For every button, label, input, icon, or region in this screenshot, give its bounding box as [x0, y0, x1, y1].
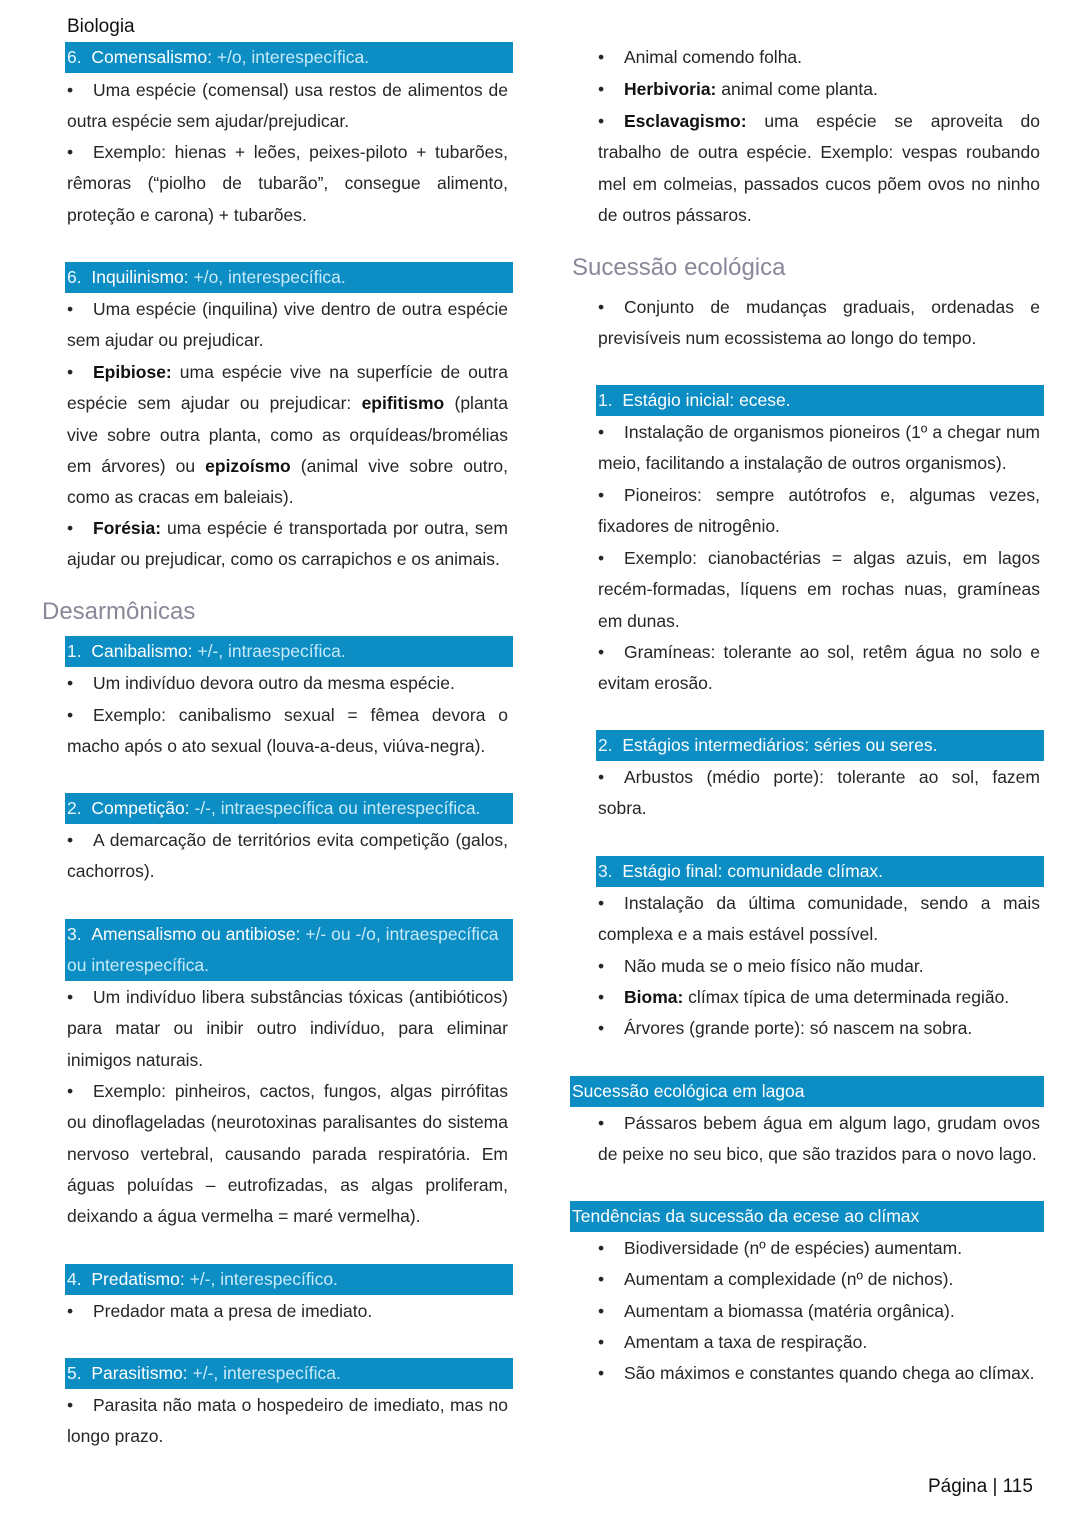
heading-estagio-final: 3. Estágio final: comunidade clímax.	[596, 856, 1044, 887]
bullet-icon: •	[67, 830, 74, 850]
bullet-icon: •	[598, 1301, 605, 1321]
paragraph-epibiose: • Epibiose: uma espécie vive na superfície de outra espécie sem ajudar ou prejudicar: epifitismo (planta vive sobre outra planta, como as orquídeas/bromélias em árvores) ou epizoísmo (animal vive sobre outro, como as cracas em baleiais).	[67, 357, 508, 513]
list-item: • Aumentam a complexidade (nº de nichos).	[598, 1264, 1040, 1295]
list-item: • Aumentam a biomassa (matéria orgânica).	[598, 1296, 1040, 1327]
bullet-icon: •	[598, 987, 605, 1007]
bullet-icon: •	[598, 642, 605, 662]
bullet-icon: •	[598, 111, 605, 131]
bullet-icon: •	[67, 1301, 74, 1321]
paragraph: • Pioneiros: sempre autótrofos e, algumas vezes, fixadores de nitrogênio.	[598, 480, 1040, 543]
section-title-sucessao: Sucessão ecológica	[572, 254, 786, 281]
paragraph: • Exemplo: hienas + leões, peixes-piloto + tubarões, rêmoras (“piolho de tubarão”, consegue alimento, proteção e carona) + tubarões.	[67, 137, 508, 231]
heading-tendencias: Tendências da sucessão da ecese ao clímax	[570, 1201, 1044, 1232]
heading-inquilinismo: 6. Inquilinismo: +/o, interespecífica.	[65, 262, 513, 293]
bullet-icon: •	[67, 80, 74, 100]
paragraph: • A demarcação de territórios evita competição (galos, cachorros).	[67, 825, 508, 888]
bullet-icon: •	[598, 47, 605, 67]
paragraph: • Instalação de organismos pioneiros (1º a chegar num meio, facilitando a instalação de outros organismos).	[598, 417, 1040, 480]
list-item: • Amentam a taxa de respiração.	[598, 1327, 1040, 1358]
heading-amensalismo: 3. Amensalismo ou antibiose: +/- ou -/o, intraespecífica ou interespecífica.	[65, 919, 513, 981]
paragraph: • Conjunto de mudanças graduais, ordenadas e previsíveis num ecossistema ao longo do tempo.	[598, 292, 1040, 355]
bullet-icon: •	[67, 987, 74, 1007]
paragraph: • Um indivíduo libera substâncias tóxicas (antibióticos) para matar ou inibir outro indivíduo, para eliminar inimigos naturais.	[67, 982, 508, 1076]
paragraph: • Animal comendo folha.	[598, 42, 1040, 73]
heading-predatismo: 4. Predatismo: +/-, interespecífico.	[65, 1264, 513, 1295]
bullet-icon: •	[598, 79, 605, 99]
bullet-icon: •	[67, 299, 74, 319]
bullet-icon: •	[598, 422, 605, 442]
paragraph: • Exemplo: cianobactérias = algas azuis, em lagos recém-formadas, líquens em rochas nuas, gramíneas em dunas.	[598, 543, 1040, 637]
bullet-icon: •	[598, 548, 605, 568]
bullet-icon: •	[598, 297, 605, 317]
paragraph-esclavagismo: • Esclavagismo: uma espécie se aproveita do trabalho de outra espécie. Exemplo: vespas roubando mel em colmeias, passados cucos põem ovos no ninho de outros pássaros.	[598, 106, 1040, 231]
paragraph: • Exemplo: pinheiros, cactos, fungos, algas pirrófitas ou dinoflageladas (neurotoxinas paralisantes do sistema nervoso vertebral, causando parada respiratória. Em águas poluídas – eutrofizadas, as algas proliferam, deixando a água vermelha = maré vermelha).	[67, 1076, 508, 1232]
paragraph: • Não muda se o meio físico não mudar.	[598, 951, 1040, 982]
paragraph: • Um indivíduo devora outro da mesma espécie.	[67, 668, 508, 699]
bullet-icon: •	[67, 1395, 74, 1415]
list-item: • Biodiversidade (nº de espécies) aumentam.	[598, 1233, 1040, 1264]
bullet-icon: •	[598, 956, 605, 976]
paragraph: • Gramíneas: tolerante ao sol, retêm água no solo e evitam erosão.	[598, 637, 1040, 700]
bullet-icon: •	[598, 1018, 605, 1038]
paragraph: • Uma espécie (inquilina) vive dentro de outra espécie sem ajudar ou prejudicar.	[67, 294, 508, 357]
paragraph: • Arbustos (médio porte): tolerante ao sol, fazem sobra.	[598, 762, 1040, 825]
paragraph-herbivoria: • Herbivoria: animal come planta.	[598, 74, 1040, 105]
bullet-icon: •	[598, 767, 605, 787]
paragraph: • Parasita não mata o hospedeiro de imediato, mas no longo prazo.	[67, 1390, 508, 1453]
paragraph: • Pássaros bebem água em algum lago, grudam ovos de peixe no seu bico, que são trazidos para o novo lago.	[598, 1108, 1040, 1171]
bullet-icon: •	[598, 485, 605, 505]
section-title-desarmonicas: Desarmônicas	[42, 598, 196, 625]
bullet-icon: •	[67, 518, 74, 538]
paragraph: • Exemplo: canibalismo sexual = fêmea devora o macho após o ato sexual (louva-a-deus, viúva-negra).	[67, 700, 508, 763]
paragraph-bioma: • Bioma: clímax típica de uma determinada região.	[598, 982, 1040, 1013]
heading-parasitismo: 5. Parasitismo: +/-, interespecífica.	[65, 1358, 513, 1389]
bullet-icon: •	[598, 1269, 605, 1289]
paragraph: • Árvores (grande porte): só nascem na sobra.	[598, 1013, 1040, 1044]
bullet-icon: •	[598, 1238, 605, 1258]
paragraph: • Predador mata a presa de imediato.	[67, 1296, 508, 1327]
page-number: Página | 115	[928, 1476, 1033, 1497]
subject-header: Biologia	[67, 16, 135, 37]
bullet-icon: •	[598, 1363, 605, 1383]
heading-competicao: 2. Competição: -/-, intraespecífica ou interespecífica.	[65, 793, 513, 824]
paragraph-foresia: • Forésia: uma espécie é transportada por outra, sem ajudar ou prejudicar, como os carrapichos e os animais.	[67, 513, 508, 576]
bullet-icon: •	[67, 362, 74, 382]
paragraph: • Instalação da última comunidade, sendo a mais complexa e a mais estável possível.	[598, 888, 1040, 951]
list-item: • São máximos e constantes quando chega ao clímax.	[598, 1358, 1040, 1389]
bullet-icon: •	[67, 142, 74, 162]
bullet-icon: •	[67, 705, 74, 725]
paragraph: • Uma espécie (comensal) usa restos de alimentos de outra espécie sem ajudar/prejudicar.	[67, 75, 508, 138]
heading-estagio-inicial: 1. Estágio inicial: ecese.	[596, 385, 1044, 416]
heading-canibalismo: 1. Canibalismo: +/-, intraespecífica.	[65, 636, 513, 667]
bullet-icon: •	[598, 1332, 605, 1352]
bullet-icon: •	[67, 673, 74, 693]
heading-sucessao-lagoa: Sucessão ecológica em lagoa	[570, 1076, 1044, 1107]
bullet-icon: •	[598, 893, 605, 913]
heading-comensalismo: 6. Comensalismo: +/o, interespecífica.	[65, 42, 513, 73]
heading-estagios-intermediarios: 2. Estágios intermediários: séries ou seres.	[596, 730, 1044, 761]
bullet-icon: •	[67, 1081, 74, 1101]
bullet-icon: •	[598, 1113, 605, 1133]
